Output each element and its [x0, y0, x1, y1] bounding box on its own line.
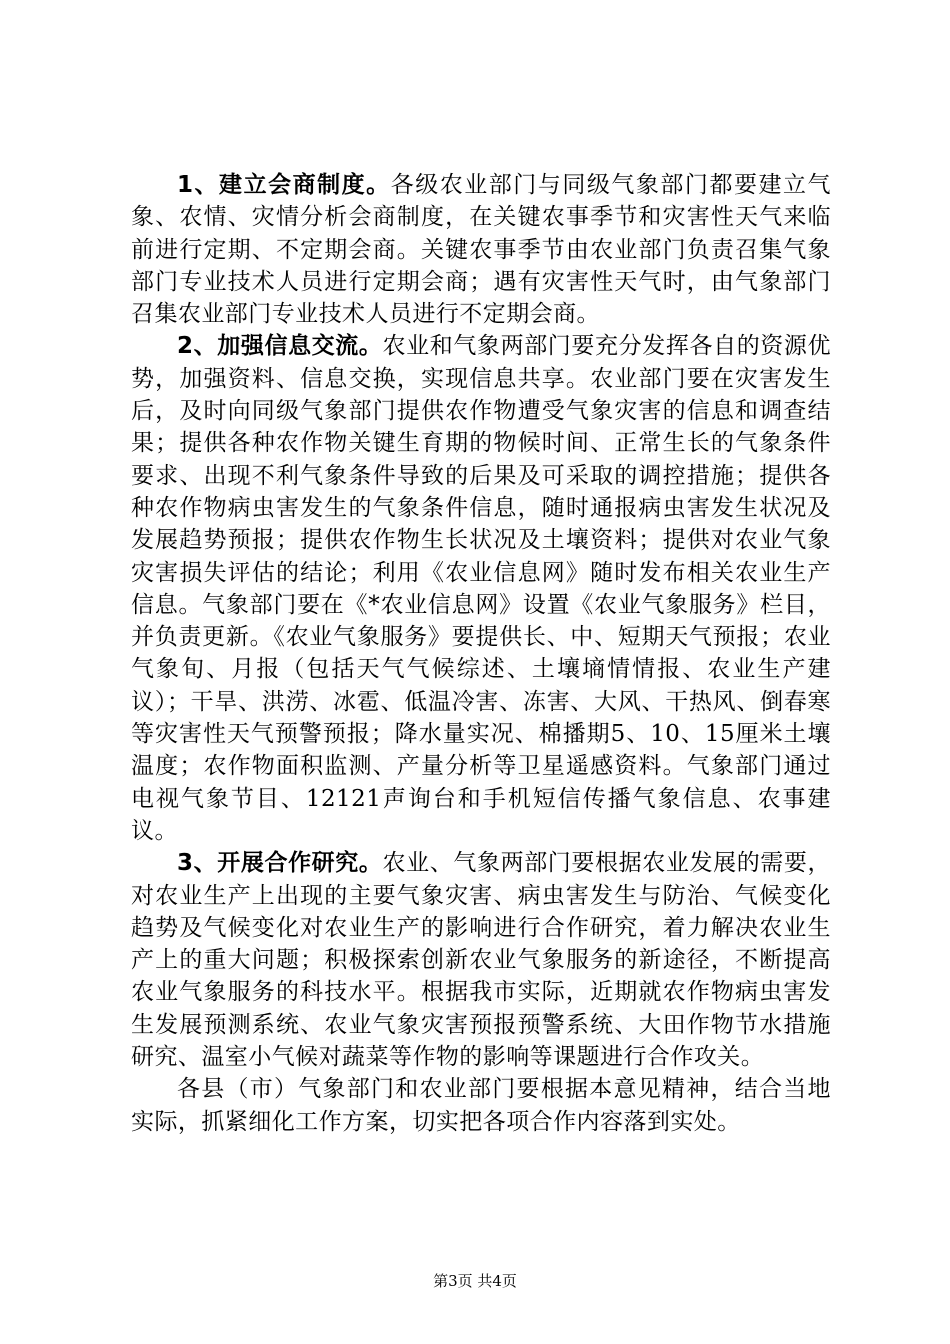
paragraph-heading: 2、加强信息交流。 — [177, 333, 383, 360]
paragraph-closing — [131, 1073, 831, 1138]
paragraph-text: 农业和气象两部门要充分发挥各自的资源优势，加强资料、信息交换，实现信息共享。农业部门要在灾害发生后，及时向同级气象部门提供农作物遭受气象灾害的信息和调查结果；提供各种农作物关键生育期的物候时间、正常生长的气象条件要求、出现不利气象条件导致的后果及可采取的调控措施；提供各种农作物病虫害发生的气象条件信息，随时通报病虫害发生状况及发展趋势预报；提供农作物生长状况及土壤资料；提供对农业气象灾害损失评估的结论；利用《农业信息网》随时发布相关农业生产信息。气象部门要在《*农业信息网》设置《农业气象服务》栏目，并负责更新。《农业气象服务》要提供长、中、短期天气预报；农业气象旬、月报（包括天气气候综述、土壤墒情情报、农业生产建议）；干旱、洪涝、冰雹、低温冷害、冻害、大风、干热风、倒春寒等灾害性天气预警预报；降水量实况、棉播期5、10、15厘米土壤温度；农作物面积监测、产量分析等卫星遥感资料。气象部门通过电视气象节目、12121声询台和手机短信传播气象信息、农事建议。 — [131, 333, 831, 844]
paragraph-text: 各级农业部门与同级气象部门都要建立气象、农情、灾情分析会商制度，在关键农事季节和灾害性天气来临前进行定期、不定期会商。关键农事季节由农业部门负责召集气象部门专业技术人员进行定期会商；遇有灾害性天气时，由气象部门召集农业部门专业技术人员进行不定期会商。 — [131, 172, 831, 328]
paragraph-consultation — [131, 169, 831, 330]
paragraph-cooperative-research — [131, 847, 831, 1073]
document-body — [131, 169, 831, 1138]
paragraph-heading: 3、开展合作研究。 — [177, 850, 383, 877]
page-number-footer: 第3页 共4页 — [433, 1272, 517, 1290]
paragraph-text: 各县（市）气象部门和农业部门要根据本意见精神，结合当地实际，抓紧细化工作方案，切实把各项合作内容落到实处。 — [131, 1076, 831, 1135]
paragraph-heading: 1、建立会商制度。 — [177, 172, 391, 198]
paragraph-information-exchange — [131, 330, 831, 847]
paragraph-text: 农业、气象两部门要根据农业发展的需要，对农业生产上出现的主要气象灾害、病虫害发生与防治、气候变化趋势及气候变化对农业生产的影响进行合作研究，着力解决农业生产上的重大问题；积极探索创新农业气象服务的新途径，不断提高农业气象服务的科技水平。根据我市实际，近期就农作物病虫害发生发展预测系统、农业气象灾害预报预警系统、大田作物节水措施研究、温室小气候对蔬菜等作物的影响等课题进行合作攻关。 — [131, 850, 831, 1071]
